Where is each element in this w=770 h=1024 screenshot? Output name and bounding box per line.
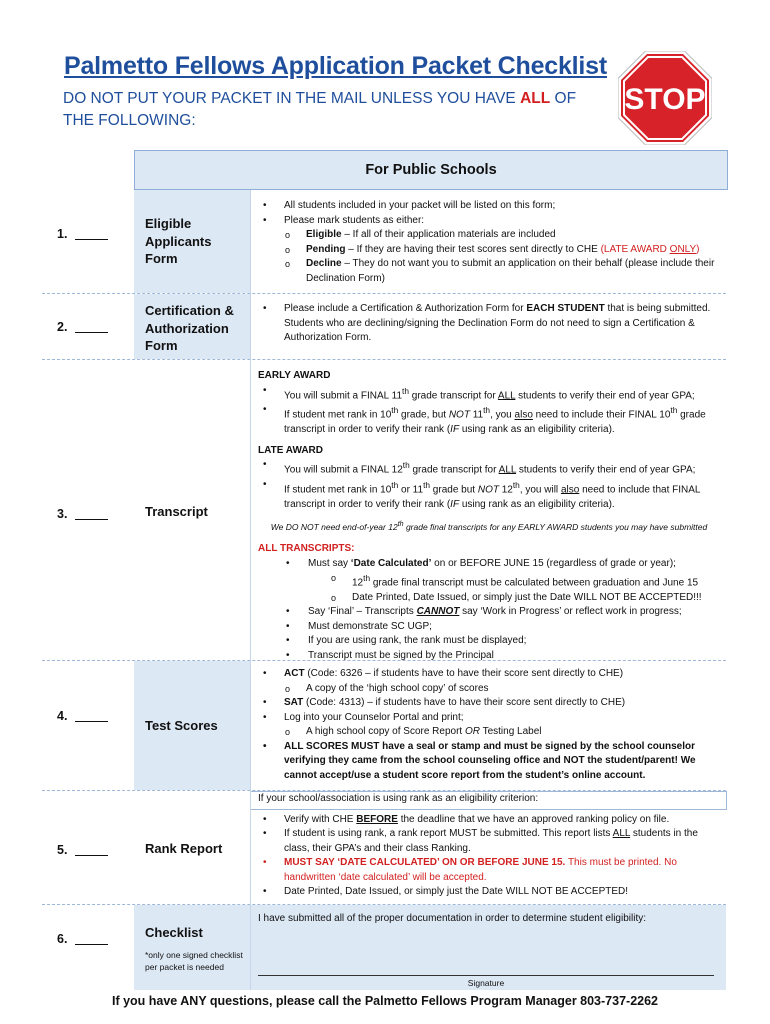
list-item: • ALL SCORES MUST have a seal or stamp and must be signed by the school counselor verifying they came from the school counseling office and NOT the student/parent! We cannot accept/use a student score report from the student’s online account. [258, 740, 720, 784]
row3-number [57, 507, 108, 521]
row1-number-text: 1. [57, 227, 68, 241]
row5-content [258, 792, 720, 900]
row1-number [57, 227, 108, 241]
section-header [134, 150, 728, 190]
list-item: • Transcript must be signed by the Principal [258, 649, 720, 664]
row2-content [258, 302, 720, 346]
row2-number-text: 2. [57, 320, 68, 334]
list-item: • If you are using rank, the rank must be displayed; [258, 634, 720, 649]
list-item: • Date Printed, Date Issued, or simply just the Date WILL NOT BE ACCEPTED! [258, 885, 720, 900]
row6-label-cell [134, 905, 250, 990]
footer-contact: If you have ANY questions, please call the Palmetto Fellows Program Manager 803-737-2262 [111, 994, 659, 1008]
row1-label-cell [134, 190, 250, 293]
list-item: • If student is using rank, a rank report MUST be submitted. This report lists ALL students in the class, their GPA’s and their class Ranking. [258, 827, 720, 856]
section-header-label: For Public Schools [365, 162, 497, 178]
list-item: • Must say ‘Date Calculated’ on or BEFORE JUNE 15 (regardless of grade or year); [258, 557, 720, 572]
list-item: o A copy of the ‘high school copy’ of scores [258, 682, 720, 697]
row2-label-cell [134, 294, 250, 359]
row5-label: Rank Report [145, 841, 223, 856]
row4-number-text: 4. [57, 709, 68, 723]
stop-sign-icon [618, 51, 712, 145]
row1-content [258, 199, 720, 286]
row4-label-cell [134, 661, 250, 790]
list-item: • Must demonstrate SC UGP; [258, 620, 720, 635]
list-item: • Please mark students as either: [258, 214, 720, 229]
row4-label: Test Scores [145, 718, 218, 733]
list-item: o Decline – They do not want you to submit an application on their behalf (please include their Declination Form) [258, 257, 720, 286]
list-item: • All students included in your packet will be listed on this form; [258, 199, 720, 214]
late-award-heading: LATE AWARD [258, 444, 323, 456]
row5-number [57, 843, 108, 857]
list-item: • If student met rank in 10th or 11th grade but NOT 12th, you will also need to include that FINAL transcript in order to verify their rank (IF using rank as an eligibility criteria). [258, 478, 720, 512]
early-award-note: We DO NOT need end-of-year 12th grade final transcripts for any EARLY AWARD students you may have submitted [270, 520, 708, 533]
subtitle-after: OF THE FOLLOWING: [63, 90, 577, 129]
signature-label: Signature [467, 978, 505, 988]
row1-label: Eligible Applicants Form [145, 216, 212, 266]
row-divider [42, 904, 726, 905]
list-item: • Verify with CHE BEFORE the deadline that we have an approved ranking policy on file. [258, 813, 720, 828]
row3-label-cell [134, 360, 250, 660]
row2-number [57, 320, 108, 334]
row6-number [57, 932, 108, 946]
row5-check-blank[interactable] [75, 855, 108, 856]
row5-label-cell [134, 791, 250, 904]
row3-number-text: 3. [57, 507, 68, 521]
list-item: • If student met rank in 10th grade, but NOT 11th, you also need to include their FINAL 10th grade transcript in order to verify their rank (IF using rank as an eligibility criteria). [258, 403, 720, 437]
all-transcripts-heading: ALL TRANSCRIPTS: [258, 543, 355, 555]
list-item: o A high school copy of Score Report OR Testing Label [258, 725, 720, 740]
row4-check-blank[interactable] [75, 721, 108, 722]
list-item: • You will submit a FINAL 12th grade transcript for ALL students to verify their end of year GPA; [258, 458, 720, 478]
row2-label: Certification & Authorization Form [145, 303, 234, 353]
row-divider [42, 359, 726, 360]
row3-check-blank[interactable] [75, 519, 108, 520]
row5-number-text: 5. [57, 843, 68, 857]
list-item: • Log into your Counselor Portal and print; [258, 711, 720, 726]
row6-number-text: 6. [57, 932, 68, 946]
row-divider [42, 293, 726, 294]
rank-intro: If your school/association is using rank as an eligibility criterion: [258, 793, 539, 804]
column-divider [250, 190, 252, 990]
list-item: • Say ‘Final’ – Transcripts CANNOT say ‘Work in Progress’ or reflect work in progress; [258, 605, 720, 620]
row6-label: Checklist [145, 925, 203, 940]
warning-subtitle [63, 88, 603, 132]
early-award-heading: EARLY AWARD [258, 370, 331, 381]
list-item: o Date Printed, Date Issued, or simply just the Date WILL NOT BE ACCEPTED!!! [258, 591, 720, 606]
row-divider [42, 790, 726, 791]
checklist-statement: I have submitted all of the proper documentation in order to determine student eligibility: [258, 913, 646, 924]
row4-content [258, 667, 720, 783]
checklist-note: *only one signed checklist per packet is needed [145, 950, 243, 972]
row6-check-blank[interactable] [75, 944, 108, 945]
list-item: • SAT (Code: 4313) – if students have to have their score sent directly to CHE) [258, 696, 720, 711]
page-title: Palmetto Fellows Application Packet Checklist [64, 52, 608, 80]
list-item: o Eligible – If all of their application materials are included [258, 228, 720, 243]
list-item: o 12th grade final transcript must be calculated between graduation and June 15 [258, 571, 720, 591]
row6-content [258, 912, 720, 927]
list-item: • ACT (Code: 6326 – if students have to have their score sent directly to CHE) [258, 667, 720, 682]
subtitle-emphasis: ALL [520, 90, 551, 107]
signature-field[interactable] [258, 975, 714, 976]
subtitle-before: DO NOT PUT YOUR PACKET IN THE MAIL UNLESS YOU HAVE [63, 90, 521, 107]
stop-sign-text: STOP [624, 83, 706, 116]
row1-check-blank[interactable] [75, 239, 108, 240]
list-item: o Pending – If they are having their test scores sent directly to CHE (LATE AWARD ONLY) [258, 243, 720, 258]
list-item: • MUST SAY ‘DATE CALCULATED’ ON OR BEFORE JUNE 15. This must be printed. No handwritten ‘date calculated’ will be accepted. [258, 856, 720, 885]
list-item: • Please include a Certification & Authorization Form for EACH STUDENT that is being submitted. Students who are declining/signing the Declination Form do not need to sign a Certification & Authorization Form. [258, 302, 720, 346]
list-item: • You will submit a FINAL 11th grade transcript for ALL students to verify their end of year GPA; [258, 384, 720, 404]
row2-check-blank[interactable] [75, 332, 108, 333]
row3-content [258, 369, 720, 663]
row4-number [57, 709, 108, 723]
row3-label: Transcript [145, 504, 208, 519]
